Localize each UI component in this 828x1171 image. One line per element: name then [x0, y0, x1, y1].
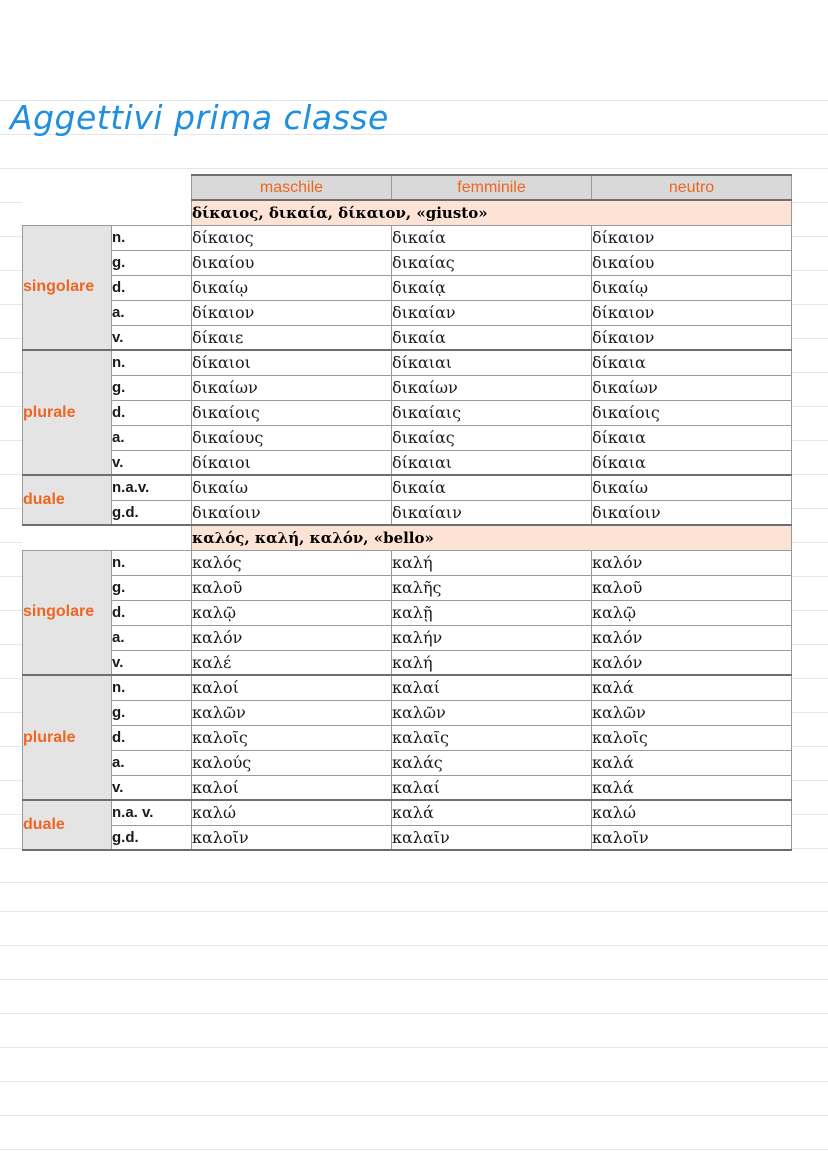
form-cell: δικαίας	[392, 250, 592, 275]
form-cell: δικαίων	[192, 375, 392, 400]
case-label: d.	[112, 400, 192, 425]
form-cell: δικαίω	[592, 475, 792, 500]
case-label: g.	[112, 575, 192, 600]
number-label: singolare	[23, 550, 112, 675]
lemma-label: καλός, καλή, καλόν, «bello»	[192, 525, 792, 550]
table-row	[23, 425, 792, 450]
case-label: v.	[112, 325, 192, 350]
rule-line	[0, 1081, 828, 1082]
table-row	[23, 325, 792, 350]
number-label: duale	[23, 475, 112, 525]
header-femminile: femminile	[392, 175, 592, 200]
case-label: g.d.	[112, 500, 192, 525]
form-cell: καλόν	[592, 550, 792, 575]
table-row	[23, 600, 792, 625]
table-row	[23, 225, 792, 250]
form-cell: δίκαιον	[592, 225, 792, 250]
form-cell: καλόν	[592, 625, 792, 650]
form-cell: δικαίοις	[192, 400, 392, 425]
form-cell: καλῶν	[192, 700, 392, 725]
form-cell: καλοί	[192, 675, 392, 700]
table-row	[23, 475, 792, 500]
form-cell: δίκαιοι	[192, 350, 392, 375]
rule-line	[0, 945, 828, 946]
form-cell: καλά	[392, 800, 592, 825]
case-label: n.a.v.	[112, 475, 192, 500]
form-cell: δικαίους	[192, 425, 392, 450]
form-cell: δικαίῳ	[592, 275, 792, 300]
form-cell: καλῶν	[592, 700, 792, 725]
form-cell: καλώ	[592, 800, 792, 825]
form-cell: δικαία	[392, 325, 592, 350]
form-cell: καλῷ	[592, 600, 792, 625]
form-cell: δικαίαιν	[392, 500, 592, 525]
form-cell: δικαία	[392, 475, 592, 500]
form-cell: καλαί	[392, 775, 592, 800]
form-cell: δικαίῳ	[192, 275, 392, 300]
header-spacer	[23, 175, 112, 200]
number-label: plurale	[23, 350, 112, 475]
header-neutro: neutro	[592, 175, 792, 200]
form-cell: καλώ	[192, 800, 392, 825]
lemma-spacer	[23, 200, 192, 225]
table-row	[23, 675, 792, 700]
table-row	[23, 450, 792, 475]
form-cell: δικαίων	[392, 375, 592, 400]
form-cell: δικαίου	[592, 250, 792, 275]
form-cell: καλοῖς	[592, 725, 792, 750]
table-row	[23, 300, 792, 325]
number-label: plurale	[23, 675, 112, 800]
table-row	[23, 775, 792, 800]
case-label: d.	[112, 275, 192, 300]
form-cell: καλά	[592, 775, 792, 800]
table-row	[23, 375, 792, 400]
table-row	[23, 725, 792, 750]
table-row	[23, 700, 792, 725]
table-row	[23, 750, 792, 775]
form-cell: καλέ	[192, 650, 392, 675]
form-cell: δίκαιον	[592, 325, 792, 350]
case-label: v.	[112, 650, 192, 675]
case-label: d.	[112, 600, 192, 625]
form-cell: δίκαια	[592, 450, 792, 475]
form-cell: δίκαιον	[592, 300, 792, 325]
declension-table	[22, 174, 792, 851]
case-label: a.	[112, 750, 192, 775]
form-cell: καλοί	[192, 775, 392, 800]
number-label: singolare	[23, 225, 112, 350]
case-label: n.a. v.	[112, 800, 192, 825]
form-cell: δίκαιοι	[192, 450, 392, 475]
form-cell: δικαίω	[192, 475, 392, 500]
form-cell: καλῆς	[392, 575, 592, 600]
table-row	[23, 400, 792, 425]
table-row	[23, 575, 792, 600]
form-cell: καλῶν	[392, 700, 592, 725]
form-cell: δίκαιαι	[392, 450, 592, 475]
case-label: n.	[112, 550, 192, 575]
form-cell: καλῷ	[192, 600, 392, 625]
form-cell: δικαίοις	[592, 400, 792, 425]
form-cell: δίκαιε	[192, 325, 392, 350]
case-label: d.	[112, 725, 192, 750]
case-label: g.	[112, 250, 192, 275]
form-cell: δίκαιον	[192, 300, 392, 325]
form-cell: καλόν	[592, 650, 792, 675]
form-cell: καλά	[592, 750, 792, 775]
case-label: g.d.	[112, 825, 192, 850]
form-cell: δικαίαν	[392, 300, 592, 325]
table-row	[23, 500, 792, 525]
form-cell: καλοῖν	[192, 825, 392, 850]
form-cell: δικαία	[392, 225, 592, 250]
lemma-label: δίκαιος, δικαία, δίκαιον, «giusto»	[192, 200, 792, 225]
rule-line	[0, 168, 828, 169]
rule-line	[0, 882, 828, 883]
table-row	[23, 625, 792, 650]
form-cell: καλός	[192, 550, 392, 575]
form-cell: δικαίαις	[392, 400, 592, 425]
case-label: v.	[112, 775, 192, 800]
case-label: a.	[112, 625, 192, 650]
lemma-row	[23, 525, 792, 550]
form-cell: δικαίου	[192, 250, 392, 275]
form-cell: καλαί	[392, 675, 592, 700]
lemma-spacer	[23, 525, 192, 550]
form-cell: καλῇ	[392, 600, 592, 625]
rule-line	[0, 979, 828, 980]
form-cell: δικαίοιν	[592, 500, 792, 525]
form-cell: καλά	[592, 675, 792, 700]
page-title: Aggettivi prima classe	[10, 98, 389, 137]
form-cell: δικαίοιν	[192, 500, 392, 525]
form-cell: δίκαια	[592, 350, 792, 375]
form-cell: καλαῖν	[392, 825, 592, 850]
case-label: a.	[112, 300, 192, 325]
case-label: a.	[112, 425, 192, 450]
table-row	[23, 800, 792, 825]
form-cell: καλοῖν	[592, 825, 792, 850]
number-label: duale	[23, 800, 112, 850]
table-row	[23, 275, 792, 300]
case-label: n.	[112, 350, 192, 375]
table-row	[23, 350, 792, 375]
rule-line	[0, 911, 828, 912]
form-cell: καλάς	[392, 750, 592, 775]
form-cell: καλήν	[392, 625, 592, 650]
lemma-row	[23, 200, 792, 225]
rule-line	[0, 1115, 828, 1116]
form-cell: καλοῦ	[192, 575, 392, 600]
case-label: v.	[112, 450, 192, 475]
case-label: n.	[112, 225, 192, 250]
rule-line	[0, 1149, 828, 1150]
table-row	[23, 650, 792, 675]
table-row	[23, 825, 792, 850]
form-cell: καλοῦ	[592, 575, 792, 600]
form-cell: δικαίας	[392, 425, 592, 450]
rule-line	[0, 1013, 828, 1014]
header-maschile: maschile	[192, 175, 392, 200]
form-cell: καλή	[392, 550, 592, 575]
header-row	[23, 175, 792, 200]
case-label: g.	[112, 700, 192, 725]
table-row	[23, 250, 792, 275]
form-cell: καλαῖς	[392, 725, 592, 750]
form-cell: καλόν	[192, 625, 392, 650]
form-cell: δίκαιος	[192, 225, 392, 250]
case-label: g.	[112, 375, 192, 400]
form-cell: καλή	[392, 650, 592, 675]
header-spacer	[112, 175, 192, 200]
form-cell: καλούς	[192, 750, 392, 775]
rule-line	[0, 1047, 828, 1048]
form-cell: δίκαιαι	[392, 350, 592, 375]
form-cell: δικαίων	[592, 375, 792, 400]
form-cell: δικαίᾳ	[392, 275, 592, 300]
table-row	[23, 550, 792, 575]
form-cell: καλοῖς	[192, 725, 392, 750]
case-label: n.	[112, 675, 192, 700]
form-cell: δίκαια	[592, 425, 792, 450]
